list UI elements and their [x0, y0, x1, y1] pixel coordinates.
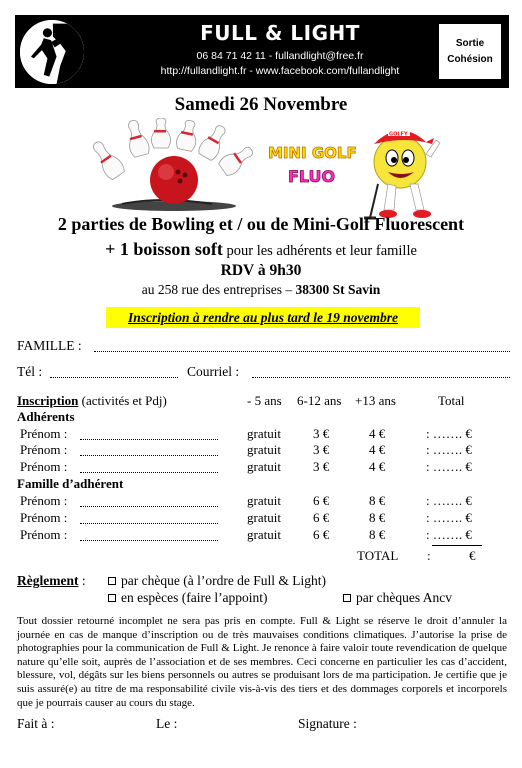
row-total-input[interactable]: : ……. € — [426, 442, 472, 457]
payment-colon: : — [78, 573, 86, 588]
price-13plus: 4 € — [369, 459, 386, 474]
price-free: gratuit — [247, 493, 281, 508]
cheque-checkbox[interactable] — [108, 577, 116, 585]
address — [0, 282, 522, 298]
drink-line — [0, 239, 522, 260]
price-6-12: 6 € — [313, 493, 330, 508]
payment-label: Règlement — [17, 573, 79, 588]
prenom-label: Prénom : — [20, 442, 68, 457]
header-total: Total — [438, 393, 465, 408]
courriel-input[interactable] — [252, 366, 510, 378]
row-total-input[interactable]: : ……. € — [426, 527, 472, 542]
row-total-input[interactable]: : ……. € — [426, 426, 472, 441]
minigolf-illustration — [262, 114, 442, 222]
grand-total-label: TOTAL — [357, 548, 399, 563]
header-under5: - 5 ans — [247, 393, 282, 408]
row-total-input[interactable]: : ……. € — [426, 510, 472, 525]
payment-heading — [17, 573, 86, 589]
event-date: Samedi 26 Novembre — [174, 94, 348, 115]
price-13plus: 8 € — [369, 510, 386, 525]
prenom-input[interactable] — [80, 461, 218, 473]
section-adherents: Adhérents — [17, 409, 75, 424]
section-famille: Famille d’adhérent — [17, 476, 124, 491]
inscription-label: Inscription — [17, 393, 79, 408]
option-cheque-label: par chèque (à l’ordre de Full & Light) — [121, 573, 327, 588]
drink-rest: pour les adhérents et leur famille — [222, 243, 417, 259]
inscription-heading — [17, 393, 167, 409]
price-free: gratuit — [247, 459, 281, 474]
ancv-checkbox[interactable] — [343, 594, 351, 602]
prenom-label: Prénom : — [20, 459, 68, 474]
cash-checkbox[interactable] — [108, 594, 116, 602]
svg-text:MINI GOLF: MINI GOLF — [268, 144, 357, 162]
price-free: gratuit — [247, 442, 281, 457]
price-6-12: 3 € — [313, 426, 330, 441]
payment-option-cheque[interactable] — [108, 573, 326, 589]
outing-badge — [438, 23, 502, 80]
address-city: 38300 St Savin — [295, 282, 381, 297]
fait-a-field[interactable]: Fait à : — [17, 716, 55, 731]
bowling-illustration — [92, 118, 254, 214]
price-6-12: 3 € — [313, 442, 330, 457]
courriel-label: Courriel : — [187, 364, 240, 379]
price-13plus: 8 € — [369, 527, 386, 542]
prenom-label: Prénom : — [20, 510, 68, 525]
row-total-input[interactable]: : ……. € — [426, 459, 472, 474]
prenom-label: Prénom : — [20, 527, 68, 542]
header-banner — [15, 15, 509, 88]
total-rule — [432, 545, 482, 546]
payment-option-cash[interactable] — [108, 590, 268, 606]
prenom-input[interactable] — [80, 512, 218, 524]
payment-option-ancv[interactable] — [343, 590, 452, 606]
price-free: gratuit — [247, 510, 281, 525]
price-13plus: 8 € — [369, 493, 386, 508]
fighter-silhouette-icon — [20, 20, 84, 84]
price-13plus: 4 € — [369, 426, 386, 441]
famille-input[interactable] — [94, 340, 510, 352]
address-street: au 258 rue des entreprises – — [141, 282, 296, 297]
price-6-12: 6 € — [313, 510, 330, 525]
badge-line2: Cohésion — [447, 54, 493, 65]
svg-text:GOLFY: GOLFY — [389, 131, 408, 138]
club-name: FULL & LIGHT — [200, 21, 360, 45]
tel-input[interactable] — [50, 366, 178, 378]
meeting-time: RDV à 9h30 — [220, 262, 302, 279]
signature-field[interactable]: Signature : — [298, 716, 357, 731]
prenom-label: Prénom : — [20, 426, 68, 441]
option-cash-label: en espèces (faire l’appoint) — [121, 590, 268, 605]
svg-text:FLUO: FLUO — [288, 167, 336, 186]
drink-bold: + 1 boisson soft — [105, 239, 223, 259]
option-ancv-label: par chèques Ancv — [356, 590, 452, 605]
grand-total-colon: : — [427, 548, 431, 563]
price-6-12: 6 € — [313, 527, 330, 542]
grand-total-value[interactable]: € — [469, 548, 476, 563]
activity-title: 2 parties de Bowling et / ou de Mini-Golf Fluorescent — [57, 214, 465, 234]
price-free: gratuit — [247, 527, 281, 542]
row-total-input[interactable]: : ……. € — [426, 493, 472, 508]
badge-line1: Sortie — [455, 38, 485, 49]
contact-phone-email: 06 84 71 42 11 - fullandlight@free.fr — [196, 50, 364, 62]
tel-label: Tél : — [17, 364, 43, 379]
date-field[interactable]: Le : — [156, 716, 178, 731]
bowling-ball-icon — [112, 156, 236, 211]
price-13plus: 4 € — [369, 442, 386, 457]
club-logo — [17, 17, 87, 87]
golf-ball-mascot-icon — [364, 130, 440, 218]
prenom-input[interactable] — [80, 444, 218, 456]
prenom-input[interactable] — [80, 495, 218, 507]
header-6-12: 6-12 ans — [297, 393, 342, 408]
prenom-input[interactable] — [80, 529, 218, 541]
minigolf-logo — [268, 144, 357, 186]
inscription-note: (activités et Pdj) — [78, 393, 167, 408]
deadline-banner — [106, 307, 420, 328]
header-13plus: +13 ans — [355, 393, 396, 408]
deadline-text: Inscription à rendre au plus tard le 19 novembre — [127, 310, 399, 325]
famille-label: FAMILLE : — [17, 338, 82, 353]
contact-web: http://fullandlight.fr - www.facebook.com/fullandlight — [160, 65, 400, 77]
price-6-12: 3 € — [313, 459, 330, 474]
prenom-label: Prénom : — [20, 493, 68, 508]
legal-notice: Tout dossier retourné incomplet ne sera pas pris en compte. Full & Light se réserve le droit d’annuler la journée en cas de manque d’inscription ou de très mauvaises conditions climatiques. J’autorise la prise de photographies pour la communication de Full & Light. Je renonce à faire valoir toute revendication de quelque nature qu’elle soit, auprès de l’association et de ses membres. Ceci concerne en particulier les cas d’accident, blessure, vol, dégâts sur les biens personnels ou autres se produisant lors de ma participation. Je certifie que je suis assuré(e) au titre de ma responsabilité civile vis-à-vis des tiers et des dommages corporels et incorporels que je pourrais causer au cours du stage. — [17, 615, 507, 709]
price-free: gratuit — [247, 426, 281, 441]
prenom-input[interactable] — [80, 428, 218, 440]
